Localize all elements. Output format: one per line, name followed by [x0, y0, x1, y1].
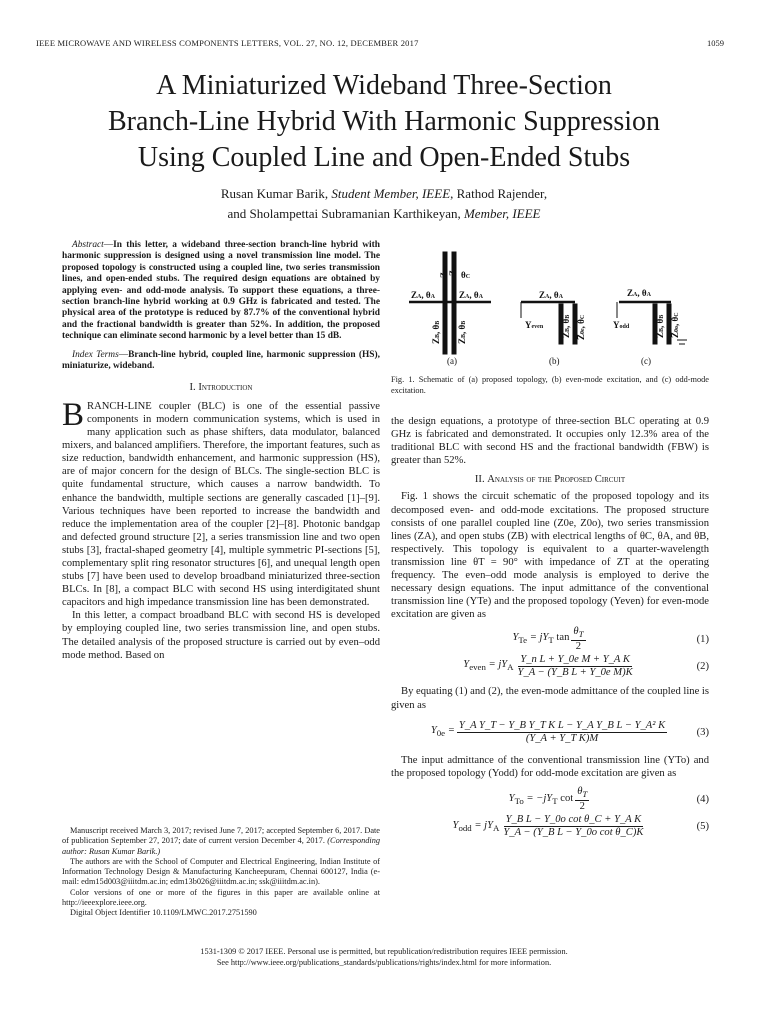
right-column	[391, 415, 709, 840]
intro-paragraph-2: In this letter, a compact broadband BLC with second HS is developed by employing coupled line, two series transmission line, and open stubs. The detailed analysis of the proposed structure is carried out by even–odd mode method. Based on	[62, 610, 380, 661]
paper-title	[40, 68, 728, 176]
drop-cap: B	[62, 396, 85, 433]
figure-1-schematic	[391, 248, 709, 368]
author-3-membership: Member, IEEE	[463, 206, 541, 221]
label-zb-left: ZB, θB	[431, 320, 441, 344]
index-terms-text: Branch-line hybrid, coupled line, harmonic suppression (HS), miniaturize, wideband.	[62, 349, 380, 372]
label-z0e-b: Z0e, θC	[576, 314, 586, 340]
footnote-color: Color versions of one or more of the figures in this paper are available online at http://ieeexplore.ieee.org.	[62, 887, 380, 908]
stub-a-right	[452, 304, 456, 354]
author-1-membership: Student Member, IEEE	[331, 186, 451, 201]
label-za-c: ZA, θA	[627, 288, 651, 298]
page-number: 1059	[707, 38, 724, 48]
abstract-block: Abstract—In this letter, a wideband three-section branch-line hybrid with harmonic suppression is designed using a novel transmission line model. The proposed topology is constructed using a coupled line, two series transmission lines, and open-ended stubs. The required design equations are obtained by applying even- and odd-mode analysis. To support these equations, a three-section branch-line hybrid working at 0.9 GHz is fabricated and tested. The physical area of the prototype is reduced by 87.7% of the conventional hybrid and the fractional bandwidth is greater than 52%. In addition, the proposed technique can eliminate second harmonic by a level better than 15 dB. Index Terms—Branch-line hybrid, coupled line, harmonic suppression (HS), miniaturize, wideband. I. Introduction BRANCH-LINE coupler (BLC) is one of the essential passive components in modern communication systems, which is used in many application such as phase shifters, data modulator, balanced mixers, and balanced amplifiers. Therefore, the important features, such as size reduction, bandwidth enhancement, and harmonic suppression (HS), are of major concern for the design of BLCs. The single-section BLC is quite fundamental structure, which causes a narrow bandwidth. To enhance the bandwidth, multiple sections are generally cascaded [1]–[9]. Various techniques have been reported to increase the bandwidth and reduce the implementation area of the coupler [2]–[8]. Photonic bandgap and defected ground structure [2], a series transmission line and two open stubs [3], fractal-shaped geometry [4], multiple symmetric PI-sections [5], complementary split ring resonator structures [6], and unequal length open stubs [7] have been used to develop broadband miniaturized three-section BLCs. In [8], a compact BLC with second HS using interdigitated shunt capacitors and high impedance transmission line has been demonstrated. In this letter, a compact broadband BLC with second HS is developed by employing coupled line, two series transmission line, and open stubs. The detailed analysis of the proposed structure is carried out by even–odd mode method. Based on	[62, 240, 380, 661]
coupled-line-b	[452, 252, 456, 308]
intro-continuation: the design equations, a prototype of three-section BLC operating at 0.9 GHz is fabricated and demonstrated. It occupies only 12.3% area of the traditional BLC with second HS and the fractional bandwidth (FBW) is greater than 52%.	[391, 416, 709, 467]
section-heading-introduction: I. Introduction	[189, 382, 253, 394]
equation-number-5: (5)	[696, 821, 709, 833]
label-za-right: ZA, θA	[459, 290, 483, 300]
index-terms-label: Index Terms	[72, 349, 119, 360]
footnote-affiliation: The authors are with the School of Computer and Electrical Engineering, Indian Institute of Information Technology Design & Manufacturing Kancheepuram, Chennai 600127, India (e-mail: edm15d003@iiitdm.ac.in; edm13b026@iiitdm.ac.in; ssk@iiitdm.ac.in).	[62, 856, 380, 887]
equation-number-3: (3)	[696, 727, 709, 739]
equation-number-2: (2)	[696, 660, 709, 672]
analysis-paragraph-3: The input admittance of the conventional transmission line (YTo) and the proposed topology (Yodd) for odd-mode excitation are given as	[391, 754, 709, 779]
equation-4: $Y_{To} = -jY_T$ cot $\frac{\theta_T}{2}$ (4)	[508, 786, 709, 813]
abstract-label: Abstract	[72, 240, 104, 250]
analysis-paragraph-2: By equating (1) and (2), the even-mode admittance of the coupled line is given as	[391, 686, 709, 711]
equation-3: $Y_{0e}$ = $\frac{\text{Y\_A Y\_T − Y\_B Y\_T K L − Y\_A Y\_B L − Y\_A² K}}{\text{(Y\_A + Y\_T K)M}}$ (3)	[430, 720, 709, 745]
footnote-block	[62, 823, 380, 919]
label-yeven: Yeven	[525, 320, 544, 330]
label-z0o-c: Z0o, θC	[670, 312, 680, 338]
label-theta-c: θC	[461, 270, 471, 280]
author-list	[40, 184, 728, 224]
sublabel-b: (b)	[549, 356, 560, 366]
footnote-received: Manuscript received March 3, 2017; revised June 7, 2017; accepted September 6, 2017. Date of publication September 27, 2017; date of current version December 4, 2017. (Corresponding author: Rusan Kumar Barik.)	[62, 826, 380, 856]
copyright-line: 1531-1309 © 2017 IEEE. Personal use is permitted, but republication/redistribution requires IEEE permission.	[200, 947, 568, 956]
figure-1-caption: Fig. 1. Schematic of (a) proposed topology, (b) even-mode excitation, and (c) odd-mode excitation.	[391, 375, 709, 395]
sublabel-a: (a)	[447, 356, 457, 366]
running-header: IEEE MICROWAVE AND WIRELESS COMPONENTS LETTERS, VOL. 27, NO. 12, DECEMBER 2017	[36, 38, 419, 48]
label-z0o: Z0o	[439, 265, 449, 278]
stub-a-left	[443, 304, 447, 354]
label-zb-c: ZB, θB	[655, 314, 665, 338]
author-3: and Sholampettai Subramanian Karthikeyan,	[227, 206, 464, 221]
intro-paragraph-1: BRANCH-LINE coupler (BLC) is one of the essential passive components in modern communication systems, which is used in many application such as phase shifters, data modulator, balanced mixers, and balanced amplifiers. Therefore, the important features, such as size reduction, bandwidth enhancement, and harmonic suppression (HS), are of major concern for the design of BLCs. The single-section BLC is quite fundamental structure, which causes a narrow bandwidth. To enhance the bandwidth, multiple sections are generally cascaded [1]–[9]. Various techniques have been reported to increase the bandwidth and reduce the implementation area of the coupler [2]–[8]. Photonic bandgap and defected ground structure [2], a series transmission line and two open stubs [3], fractal-shaped geometry [4], multiple symmetric PI-sections [5], complementary split ring resonator structures [6], and unequal length open stubs [7] have been used to develop broadband miniaturized three-section BLCs. In [8], a compact BLC with second HS using interdigitated shunt capacitors and high impedance transmission line has been demonstrated.	[62, 396, 380, 609]
label-yodd: Yodd	[613, 320, 630, 330]
label-za-left: ZA, θA	[411, 290, 435, 300]
label-z0e: Z0e	[448, 264, 458, 276]
equation-1: $Y_{Te} = jY_T$ tan $\frac{\theta_T}{2}$ (1)	[512, 625, 709, 652]
equation-5: $Y_{odd} = jY_A$ $\frac{\text{Y\_B L − Y\_0o cot θ\_C + Y\_A K}}{\text{Y\_A − (Y\_B L − Y\_0o cot θ\_C)K}}$ (5)	[452, 814, 709, 839]
coupled-line-a	[443, 252, 447, 308]
equation-2: $Y_{even} = jY_A$ $\frac{\text{Y\_n L + Y\_0e M + Y\_A K}}{\text{Y\_A − (Y\_B L + Y\_0e M)K}}$ (2)	[463, 653, 709, 678]
author-1: Rusan Kumar Barik,	[220, 186, 332, 201]
copyright-footer	[0, 946, 768, 968]
label-zb-right: ZB, θB	[457, 320, 467, 344]
title-line-2: Branch-Line Hybrid With Harmonic Suppression	[107, 106, 661, 137]
label-za-b: ZA, θA	[539, 290, 563, 300]
analysis-paragraph-1: Fig. 1 shows the circuit schematic of the proposed topology and its decomposed even- and odd-mode excitations. The proposed structure consists of one parallel coupled line (Z0e, Z0o), two series transmission lines (ZA), and open stubs (ZB) with electrical lengths of θC, θA, and θB, respectively. This topology is equivalent to a quarter-wavelength transmission line θT = 90° with impedance of ZT at the operating frequency. The even–odd mode analysis is employed to derive the necessary design equations. The input admittance of the conventional transmission line (YTe) and the proposed topology (Yeven) for even-mode excitation are given as	[391, 491, 709, 621]
equation-number-4: (4)	[696, 794, 709, 806]
title-line-1: A Miniaturized Wideband Three-Section	[156, 70, 612, 101]
section-heading-analysis: II. Analysis of the Proposed Circuit	[474, 474, 626, 486]
sublabel-c: (c)	[641, 356, 651, 366]
rights-url-line: See http://www.ieee.org/publications_standards/publications/rights/index.html for more information.	[216, 958, 552, 967]
label-zb-b: ZB, θB	[561, 314, 571, 338]
footnote-doi: Digital Object Identifier 10.1109/LMWC.2017.2751590	[70, 908, 257, 918]
author-2: , Rathod Rajender,	[450, 186, 548, 201]
equation-number-1: (1)	[696, 633, 709, 645]
title-line-3: Using Coupled Line and Open-Ended Stubs	[137, 142, 631, 173]
abstract-text: In this letter, a wideband three-section branch-line hybrid with harmonic suppression is designed using a novel transmission line model. The proposed topology is constructed using a coupled line, two series transmission lines, and open-ended stubs. The required design equations are obtained by applying even- and odd-mode analysis. To support these equations, a three-section branch-line hybrid working at 0.9 GHz is fabricated and tested. The physical area of the prototype is reduced by 87.7% of the conventional hybrid and the fractional bandwidth is greater than 52%. In addition, the proposed technique can eliminate second harmonic by a level better than 15 dB.	[62, 240, 380, 342]
